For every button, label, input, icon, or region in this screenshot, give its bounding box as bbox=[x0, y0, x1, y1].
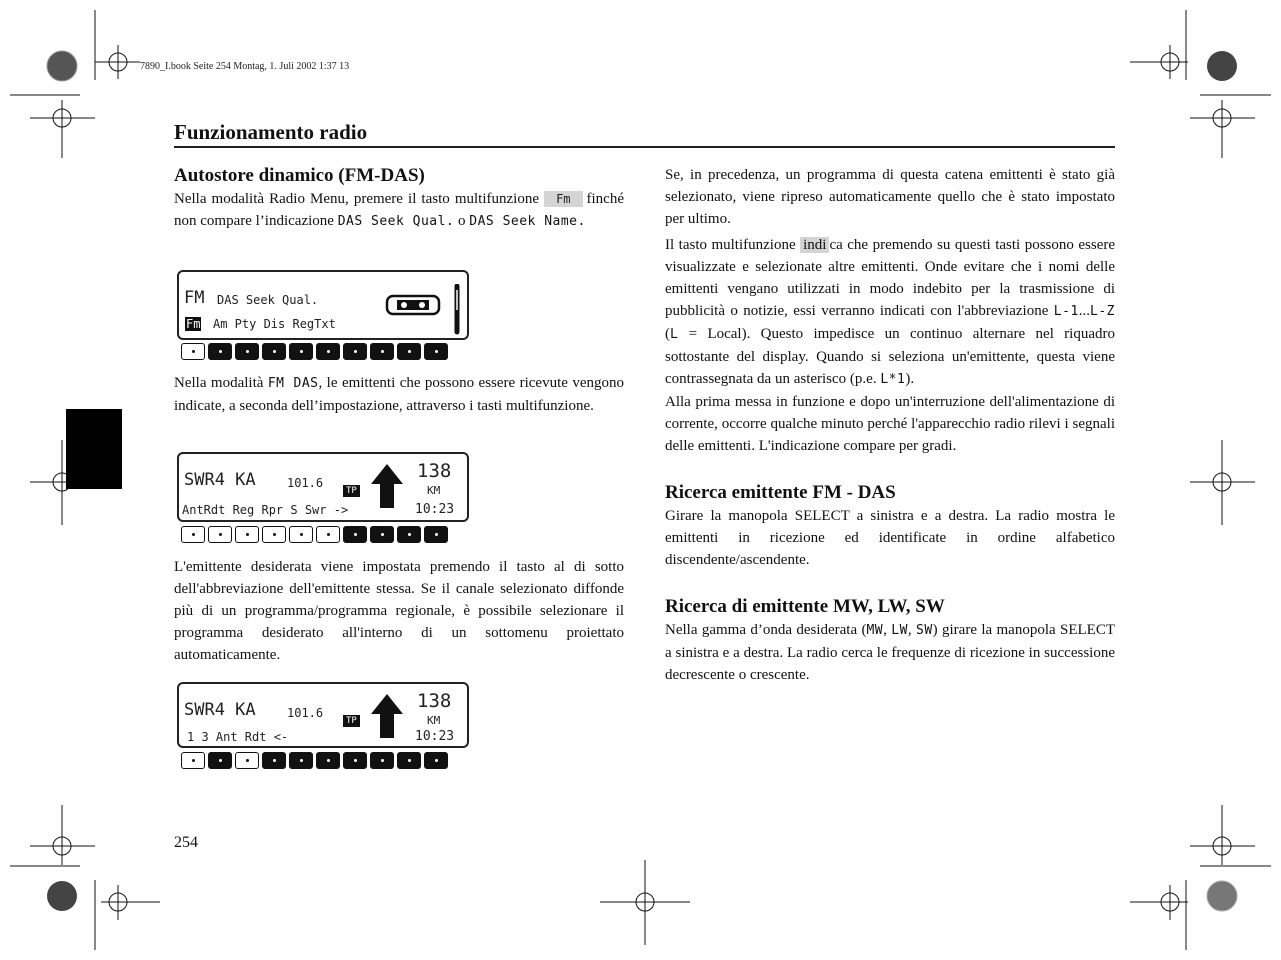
display3-unit: KM bbox=[427, 714, 441, 727]
display1-selected: Fm bbox=[186, 317, 201, 331]
multifunction-button-9 bbox=[397, 526, 421, 543]
left-column bbox=[174, 164, 624, 233]
multifunction-button-9 bbox=[397, 752, 421, 769]
multifunction-button-8 bbox=[370, 752, 394, 769]
right-paragraph-2: Il tasto multifunzione indi ca che premendo su questi tasti possono essere visualizzate e selezionate altre emittenti. Onde evitare che i nomi delle emittenti vengano utilizzati in modo indebito per la trasmissione di pubblicità o notizie, essi verranno indicati con l'abbreviazione L-1...L-Z (L = Local). Questo impedisce un continuo alternare nel riquadro sottostante del display. Quando si seleziona un'emittente, questa viene contrassegnata da un asterisco (p.e. L*1). bbox=[665, 237, 1116, 387]
section-title: Funzionamento radio bbox=[174, 120, 368, 144]
multifunction-button-4 bbox=[262, 343, 286, 360]
multifunction-button-2 bbox=[208, 343, 232, 360]
display3-line2: 1 3 Ant Rdt <- bbox=[187, 730, 289, 744]
display2-tp-badge: TP bbox=[343, 485, 360, 497]
left-paragraph-3: L'emittente desiderata viene impostata premendo il tasto al di sotto dell'abbreviazione dell'emittente stessa. Se il canale selezionato diffonde più di un programma/programma regionale, è possibile selezionare il programma desiderato all'interno di un sottomenu proiettato automaticamente. bbox=[174, 559, 624, 663]
cassette-icon bbox=[385, 284, 465, 336]
multifunction-button-5 bbox=[289, 526, 313, 543]
display2-unit: KM bbox=[427, 484, 441, 497]
radio-display-1 bbox=[177, 270, 469, 340]
multifunction-button-10 bbox=[424, 526, 448, 543]
multifunction-button-8 bbox=[370, 526, 394, 543]
right-paragraph-1: Se, in precedenza, un programma di questa catena emittenti è stato già selezionato, viene ripreso automaticamente quello che è stato impostato per ultimo. bbox=[665, 167, 1115, 227]
fm-key-label: Fm bbox=[544, 191, 582, 207]
multifunction-button-4 bbox=[262, 752, 286, 769]
multifunction-button-10 bbox=[424, 752, 448, 769]
multifunction-button-2 bbox=[208, 752, 232, 769]
multifunction-button-2 bbox=[208, 526, 232, 543]
display2-station: SWR4 KA bbox=[184, 470, 256, 490]
multifunction-button-6 bbox=[316, 343, 340, 360]
page-number: 254 bbox=[174, 834, 198, 851]
heading-autostore: Autostore dinamico (FM-DAS) bbox=[174, 165, 425, 186]
title-rule bbox=[174, 146, 1115, 148]
display3-time: 10:23 bbox=[415, 729, 455, 744]
right-paragraph-5: Nella gamma d’onda desiderata (MW, LW, SW) girare la manopola SELECT a sinistra e a destra. La radio cerca le frequenze di ricezione in successione decrescente o crescente. bbox=[665, 622, 1116, 683]
multifunction-button-7 bbox=[343, 526, 367, 543]
multifunction-button-5 bbox=[289, 343, 313, 360]
display2-distance: 138 bbox=[417, 460, 452, 482]
multifunction-button-3 bbox=[235, 526, 259, 543]
display3-distance: 138 bbox=[417, 690, 452, 712]
left-paragraph-1: Nella modalità Radio Menu, premere il tasto multifunzione Fm finché non compare l’indicazione DAS Seek Qual. o DAS Seek Name. bbox=[174, 191, 624, 229]
button-row-1 bbox=[181, 343, 448, 360]
multifunction-button-1 bbox=[181, 526, 205, 543]
multifunction-button-9 bbox=[397, 343, 421, 360]
display3-frequency: 101.6 bbox=[287, 706, 324, 720]
thumb-index-tab bbox=[66, 409, 122, 489]
multifunction-button-3 bbox=[235, 343, 259, 360]
display1-mode: FM bbox=[184, 288, 205, 308]
indi-key-label: indi bbox=[800, 237, 829, 253]
display3-station: SWR4 KA bbox=[184, 700, 256, 720]
direction-arrow-icon bbox=[369, 462, 405, 510]
multifunction-button-4 bbox=[262, 526, 286, 543]
right-paragraph-3: Alla prima messa in funzione e dopo un'interruzione dell'alimentazione di corrente, occorre qualche minuto perché l'apparecchio radio rilevi i segnali delle emittenti. L'indicazione compare per gradi. bbox=[665, 394, 1115, 454]
heading-mw-lw-sw-search: Ricerca di emittente MW, LW, SW bbox=[665, 596, 945, 617]
button-row-2 bbox=[181, 526, 448, 543]
radio-display-2 bbox=[177, 452, 469, 522]
file-header: 7890_I.book Seite 254 Montag, 1. Juli 2002 1:37 13 bbox=[140, 61, 350, 72]
multifunction-button-7 bbox=[343, 343, 367, 360]
display2-frequency: 101.6 bbox=[287, 476, 324, 490]
multifunction-button-5 bbox=[289, 752, 313, 769]
multifunction-button-7 bbox=[343, 752, 367, 769]
display3-tp-badge: TP bbox=[343, 715, 360, 727]
display2-time: 10:23 bbox=[415, 502, 455, 517]
multifunction-button-1 bbox=[181, 752, 205, 769]
multifunction-button-1 bbox=[181, 343, 205, 360]
multifunction-button-6 bbox=[316, 752, 340, 769]
display1-line1: DAS Seek Qual. bbox=[217, 293, 319, 307]
multifunction-button-3 bbox=[235, 752, 259, 769]
direction-arrow-icon bbox=[369, 692, 405, 740]
right-paragraph-4: Girare la manopola SELECT a sinistra e a destra. La radio mostra le emittenti in ricezione ed identificate in ordine alfabetico discendente/ascendente. bbox=[665, 508, 1115, 568]
display2-line2: AntRdt Reg Rpr S Swr -> bbox=[182, 503, 349, 517]
left-paragraph-2: Nella modalità FM DAS, le emittenti che possono essere ricevute vengono indicate, a seconda dell’impostazione, attraverso i tasti multifunzione. bbox=[174, 375, 625, 414]
multifunction-button-8 bbox=[370, 343, 394, 360]
display1-line2: Am Pty Dis RegTxt bbox=[213, 317, 336, 331]
multifunction-button-10 bbox=[424, 343, 448, 360]
multifunction-button-6 bbox=[316, 526, 340, 543]
radio-display-3 bbox=[177, 682, 469, 748]
right-column bbox=[665, 164, 1115, 686]
heading-fm-das-search: Ricerca emittente FM - DAS bbox=[665, 482, 896, 503]
button-row-3 bbox=[181, 752, 448, 769]
